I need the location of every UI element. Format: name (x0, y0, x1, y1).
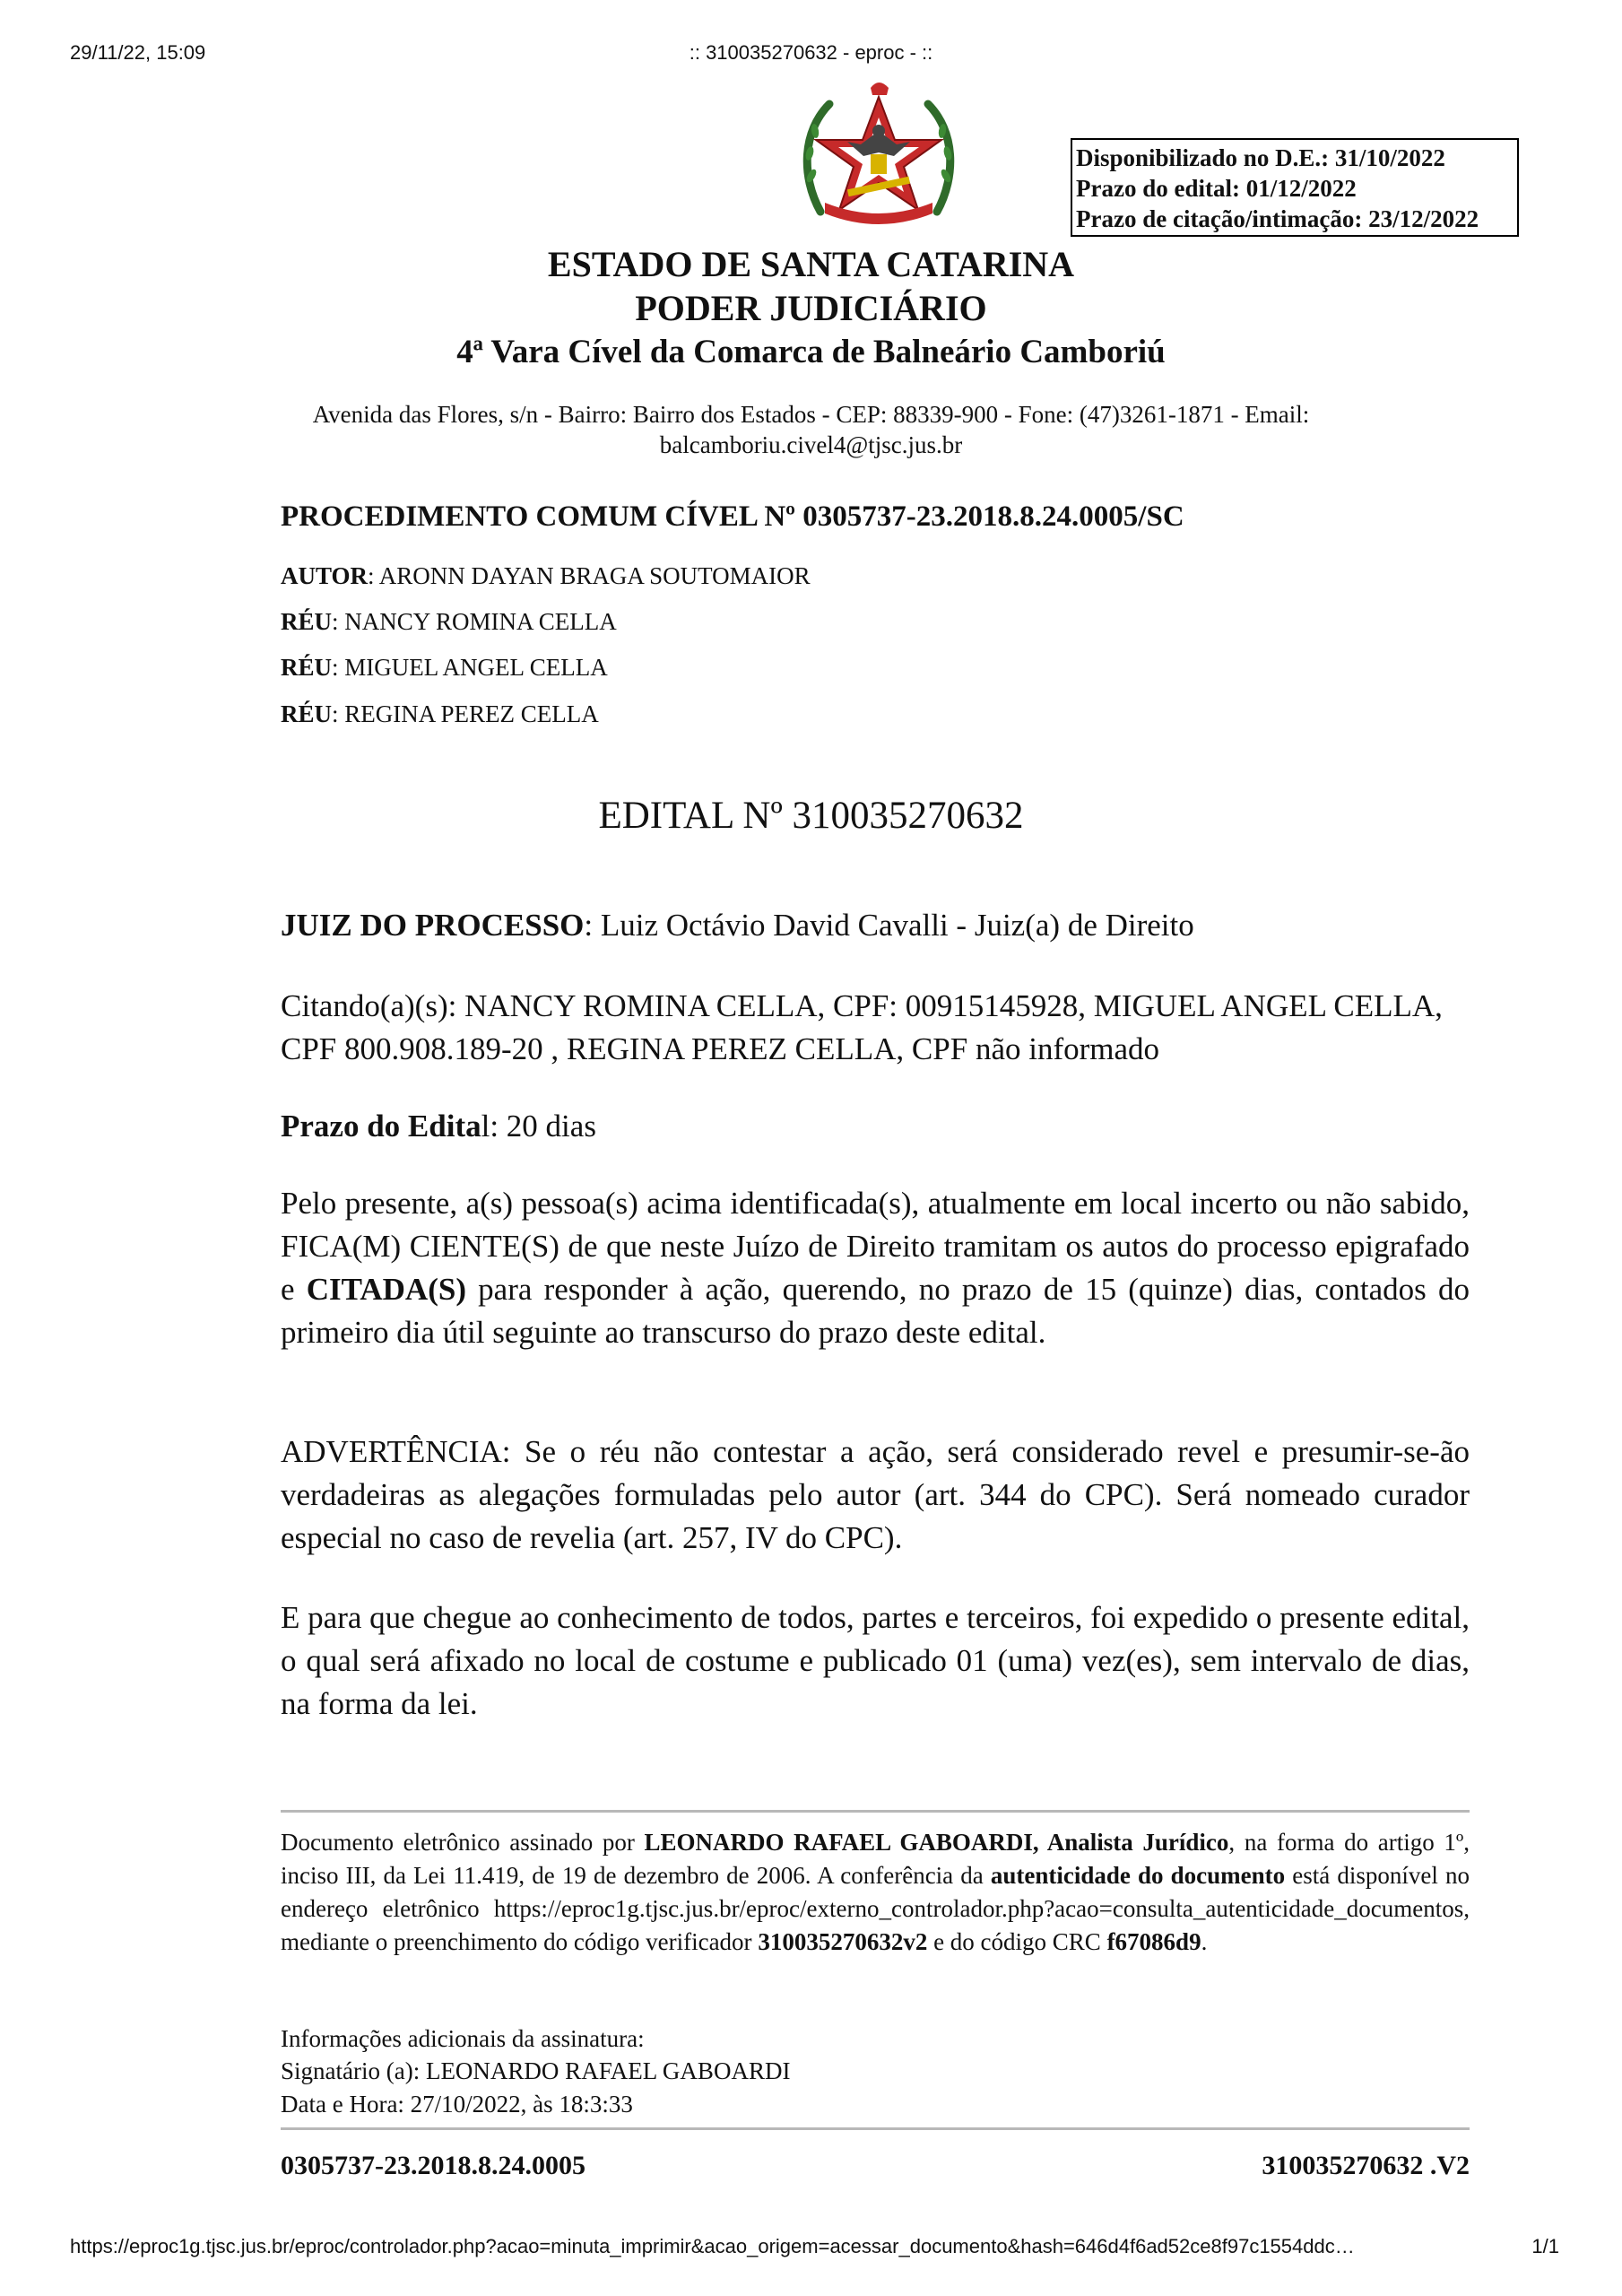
stamp-citation-deadline: Prazo de citação/intimação: 23/12/2022 (1076, 205, 1479, 232)
footer-document-version: 310035270632 .V2 (1262, 2151, 1470, 2180)
process-title: PROCEDIMENTO COMUM CÍVEL Nº 0305737-23.2018.8.24.0005/SC (281, 500, 1184, 533)
court-name: 4ª Vara Cível da Comarca de Balneário Camboriú (456, 334, 1166, 370)
edital-term-value: l: 20 dias (481, 1109, 596, 1144)
court-address-line1: Avenida das Flores, s/n - Bairro: Bairro dos Estados - CEP: 88339-900 - Fone: (47)3261-1871 - Email: (312, 401, 1310, 428)
signature-info-heading: Informações adicionais da assinatura: (281, 2025, 645, 2052)
judge-line (281, 904, 1470, 947)
state-coat-of-arms-emblem (794, 77, 964, 237)
party-role: AUTOR (281, 562, 369, 589)
print-url: https://eproc1g.tjsc.jus.br/eproc/controlador.php?acao=minuta_imprimir&acao_origem=acessar_documento&hash=646d4f6ad52ce8f97c1554ddc… (70, 2235, 1355, 2257)
publication-paragraph: E para que chegue ao conhecimento de todos, partes e terceiros, foi expedido o presente edital, o qual será afixado no local de costume e publicado 01 (uma) vez(es), sem intervalo de dias, na forma da lei. (281, 1600, 1470, 1721)
state-name: ESTADO DE SANTA CATARINA (547, 244, 1075, 284)
divider (281, 1810, 1470, 1813)
signature-datetime: Data e Hora: 27/10/2022, às 18:3:33 (281, 2091, 633, 2118)
edital-term-label: Prazo do Edita (281, 1109, 481, 1144)
citation-text: Pelo presente, a(s) pessoa(s) acima identificada(s), atualmente em local incerto ou não sabido, FICA(M) CIENTE(S) de que neste Juízo de Direito tramitam os autos do processo epigrafado e (281, 1186, 1470, 1307)
crc-code: f67086d9 (1106, 1928, 1201, 1955)
divider (281, 2127, 1470, 2130)
party-role: RÉU (281, 608, 333, 635)
party-name: : REGINA PEREZ CELLA (332, 700, 599, 727)
cited-persons: Citando(a)(s): NANCY ROMINA CELLA, CPF: 00915145928, MIGUEL ANGEL CELLA, CPF 800.908.189-20 , REGINA PEREZ CELLA, CPF não informado (281, 988, 1443, 1066)
party-defendant (281, 608, 617, 636)
party-role: RÉU (281, 700, 333, 727)
print-date: 29/11/22, 15:09 (70, 41, 206, 64)
judge-label: JUIZ DO PROCESSO (281, 908, 585, 943)
court-address-line2: balcamboriu.civel4@tjsc.jus.br (659, 431, 963, 458)
electronic-signature-note (281, 1826, 1470, 1959)
judge-value: : Luiz Octávio David Cavalli - Juiz(a) de Direito (584, 908, 1194, 943)
party-author (281, 562, 811, 590)
citation-paragraph (281, 1182, 1470, 1354)
party-name: : ARONN DAYAN BRAGA SOUTOMAIOR (368, 562, 811, 589)
citation-text-end: para responder à ação, querendo, no prazo de 15 (quinze) dias, contados do primeiro dia útil seguinte ao transcurso do prazo deste edital. (281, 1272, 1470, 1350)
sig-text: e do código CRC (927, 1928, 1107, 1955)
footer-process-number: 0305737-23.2018.8.24.0005 (281, 2151, 585, 2180)
signer-name: LEONARDO RAFAEL GABOARDI, Analista Jurídico (644, 1829, 1229, 1856)
signatory: Signatário (a): LEONARDO RAFAEL GABOARDI (281, 2057, 791, 2084)
sig-text: , na forma do artigo 1º, inciso III, da Lei 11.419, de 19 de dezembro de 2006. A conferência da (281, 1829, 1470, 1889)
edital-title: EDITAL Nº 310035270632 (598, 795, 1024, 837)
party-role: RÉU (281, 654, 333, 681)
warning-paragraph: ADVERTÊNCIA: Se o réu não contestar a ação, será considerado revel e presumir-se-ão verdadeiras as alegações formuladas pelo autor (art. 344 do CPC). Será nomeado curador especial no caso de revelia (art. 257, IV do CPC). (281, 1434, 1470, 1555)
power-name: PODER JUDICIÁRIO (635, 288, 987, 328)
print-page-count: 1/1 (1531, 2235, 1559, 2257)
party-name: : NANCY ROMINA CELLA (332, 608, 617, 635)
party-name: : MIGUEL ANGEL CELLA (332, 654, 608, 681)
print-page-title: :: 310035270632 - eproc - :: (689, 41, 933, 64)
sig-text: . (1201, 1928, 1208, 1955)
verification-code: 310035270632v2 (758, 1928, 928, 1955)
citation-bold: CITADA(S) (306, 1272, 466, 1307)
edital-term (281, 1105, 1470, 1148)
stamp-edital-deadline: Prazo do edital: 01/12/2022 (1076, 175, 1357, 202)
party-defendant (281, 700, 599, 728)
sig-text: está disponível no endereço eletrônico https://eproc1g.tjsc.jus.br/eproc/externo_controlador.php?acao=consulta_autenticidade_documentos, mediante o preenchimento do código verificador (281, 1862, 1470, 1955)
authenticity-label: autenticidade do documento (990, 1862, 1286, 1889)
party-defendant (281, 654, 608, 682)
publication-stamp (1071, 138, 1519, 237)
stamp-published-date: Disponibilizado no D.E.: 31/10/2022 (1076, 144, 1445, 171)
sig-text: Documento eletrônico assinado por (281, 1829, 645, 1856)
